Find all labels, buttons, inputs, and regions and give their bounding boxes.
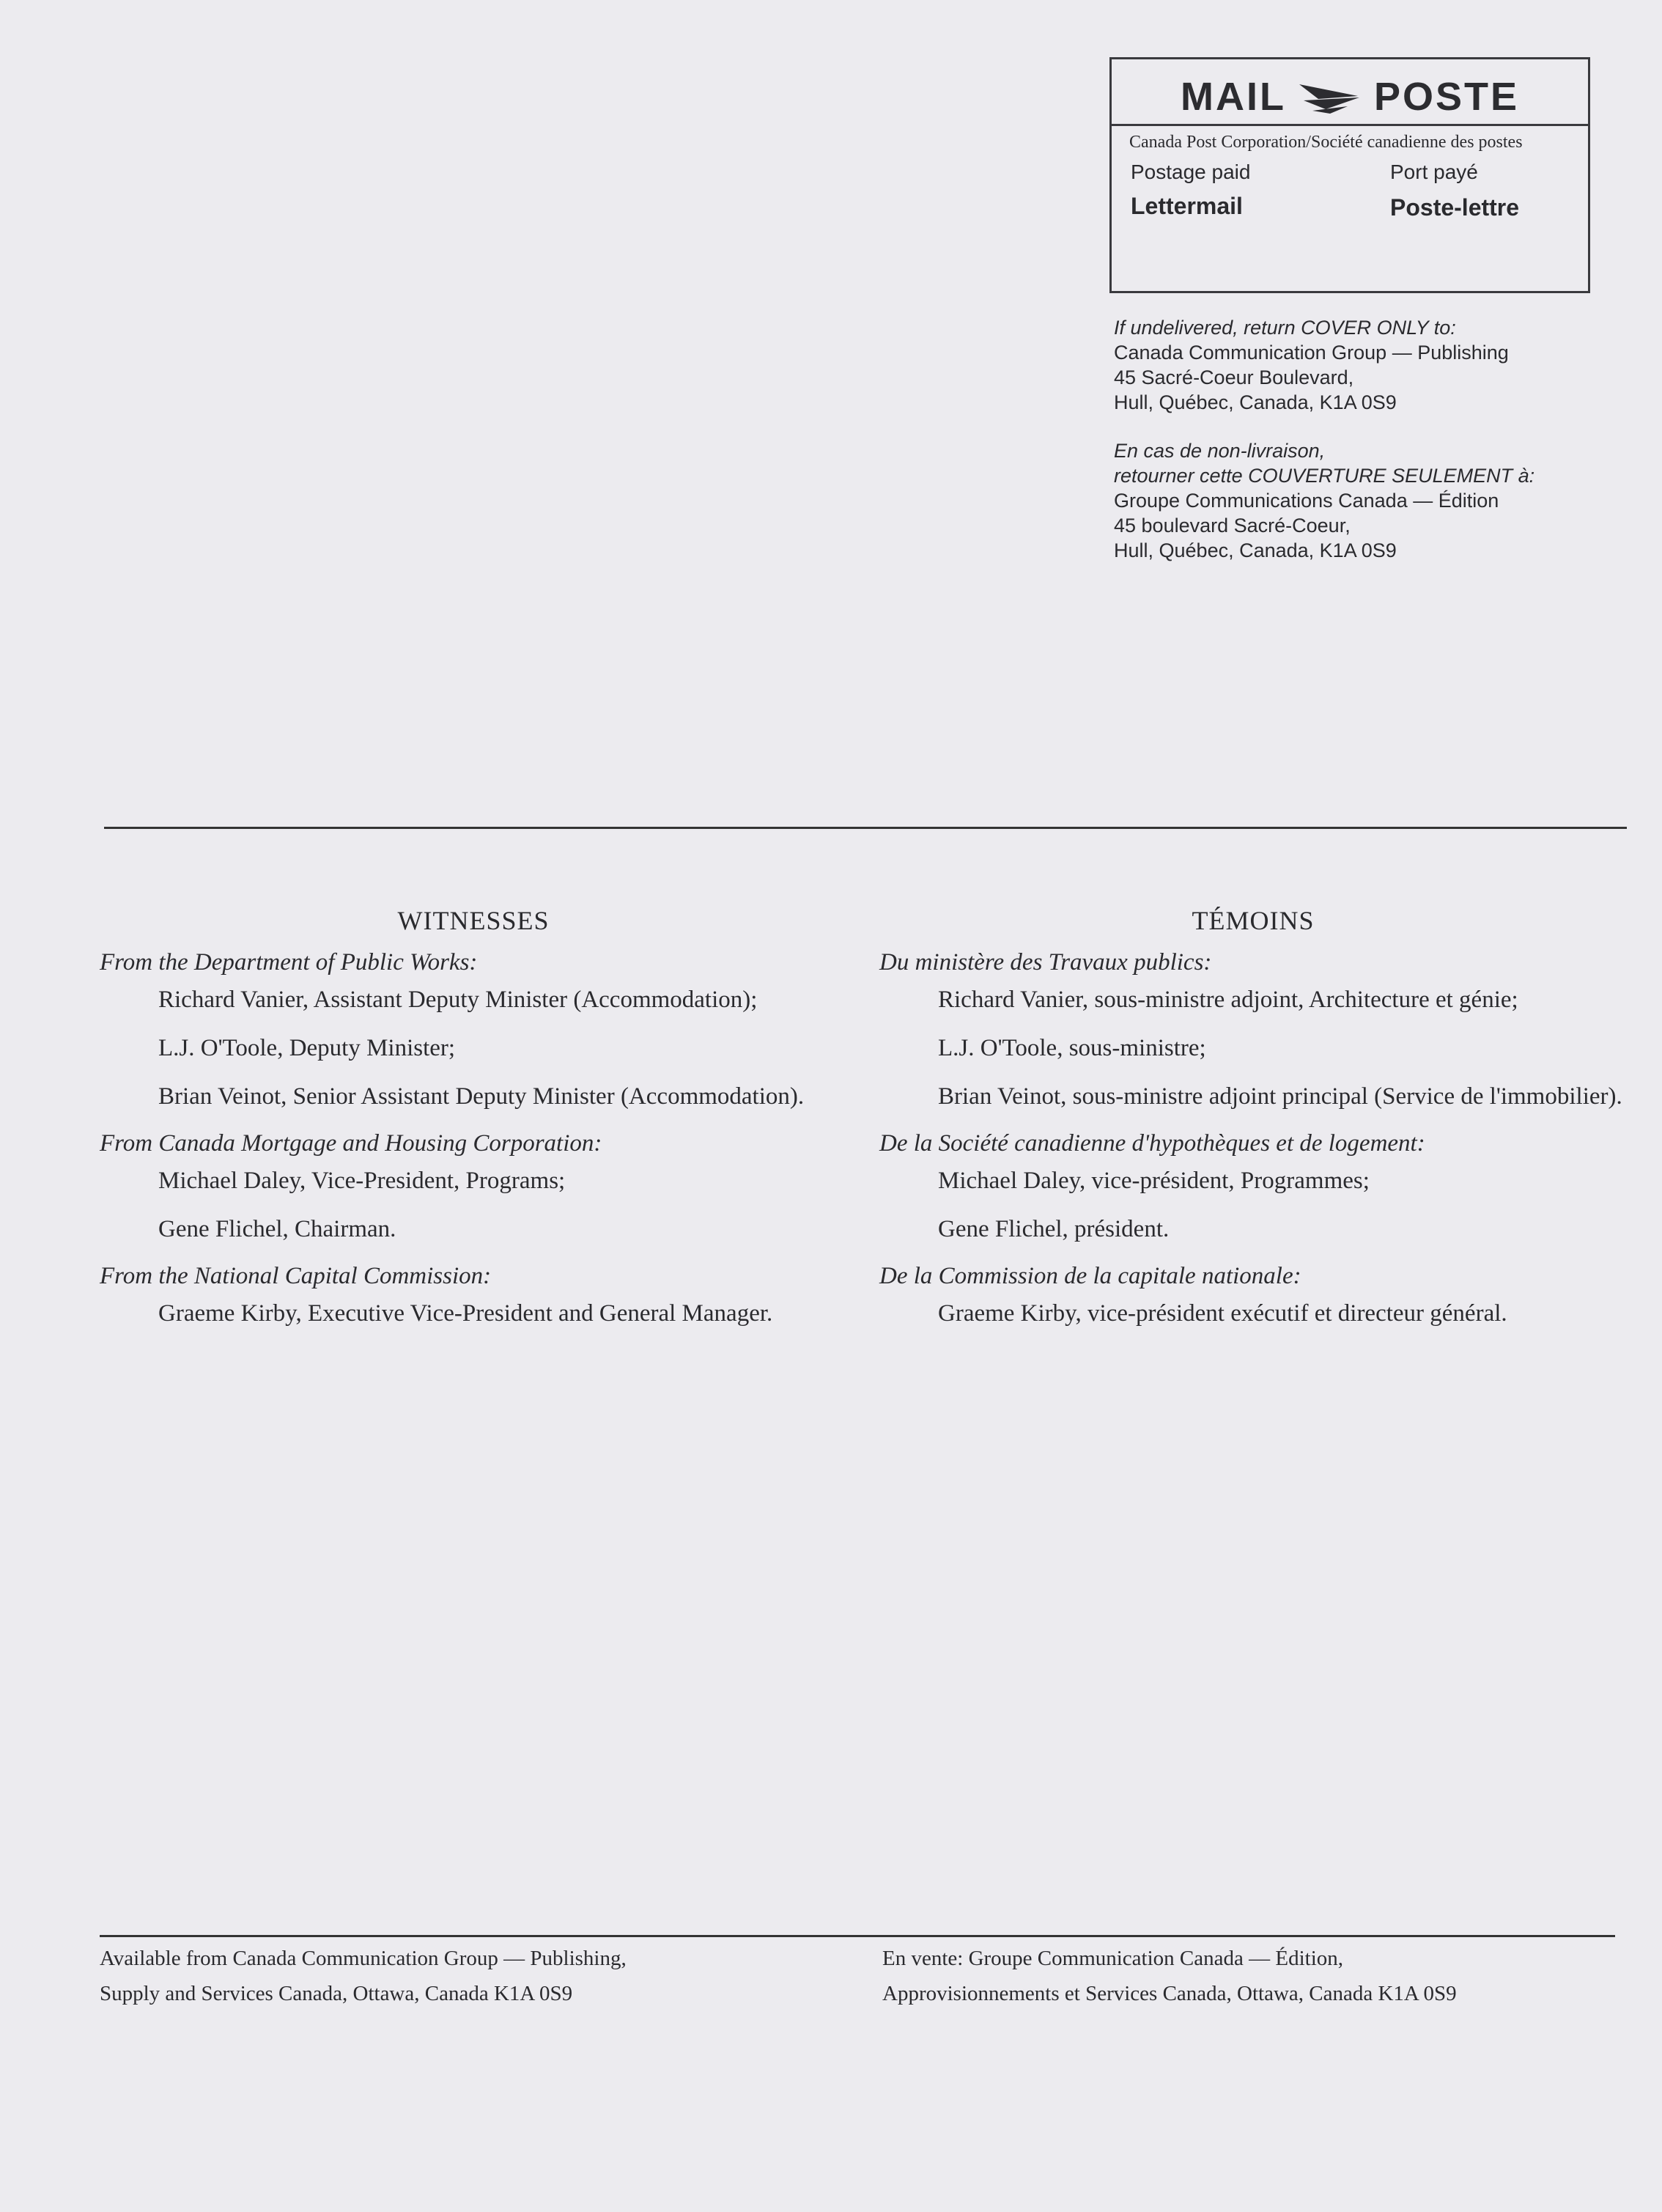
return-en-line4: Hull, Québec, Canada, K1A 0S9: [1114, 391, 1397, 413]
return-en-line1: If undelivered, return COVER ONLY to:: [1114, 317, 1456, 339]
footer-en-line1: Available from Canada Communication Group — Publishing,: [100, 1947, 627, 1970]
footer-fr: [882, 1941, 1457, 2011]
return-fr-line5: Hull, Québec, Canada, K1A 0S9: [1114, 539, 1397, 561]
return-fr-line3: Groupe Communications Canada — Édition: [1114, 490, 1499, 512]
witness-item: Michael Daley, vice-président, Programmes;: [938, 1168, 1370, 1194]
indicia-divider: [1112, 124, 1588, 126]
witness-item: Gene Flichel, président.: [938, 1216, 1170, 1242]
indicia-mail-word: MAIL: [1180, 75, 1286, 119]
return-en-line3: 45 Sacré-Coeur Boulevard,: [1114, 366, 1354, 388]
witness-item: Richard Vanier, sous-ministre adjoint, Architecture et génie;: [938, 987, 1518, 1013]
witness-item: L.J. O'Toole, Deputy Minister;: [158, 1035, 456, 1061]
witness-item: Richard Vanier, Assistant Deputy Minister (Accommodation);: [158, 987, 758, 1013]
witness-item: Brian Veinot, Senior Assistant Deputy Minister (Accommodation).: [158, 1083, 805, 1110]
indicia-corporation: Canada Post Corporation/Société canadienne des postes: [1129, 133, 1523, 152]
canada-post-logo-icon: [1296, 80, 1364, 114]
group-heading: Du ministère des Travaux publics:: [879, 949, 1212, 976]
footer-fr-line1: En vente: Groupe Communication Canada — Édition,: [882, 1947, 1344, 1970]
postal-indicia: [1109, 57, 1590, 293]
group-heading: From Canada Mortgage and Housing Corporation:: [100, 1130, 602, 1157]
witness-item: Graeme Kirby, vice-président exécutif et directeur général.: [938, 1300, 1507, 1327]
witnesses-title: WITNESSES: [397, 906, 550, 935]
witnesses-column-fr: [879, 905, 1627, 1347]
indicia-poste-lettre: Poste-lettre: [1390, 194, 1520, 221]
indicia-port-paye: Port payé: [1390, 161, 1478, 183]
indicia-postage-paid: Postage paid: [1131, 161, 1251, 183]
indicia-poste-word: POSTE: [1373, 75, 1519, 119]
indicia-header: [1112, 73, 1588, 121]
return-fr-line1: En cas de non-livraison,: [1114, 440, 1326, 462]
witness-item: Gene Flichel, Chairman.: [158, 1216, 396, 1242]
return-en-line2: Canada Communication Group — Publishing: [1114, 342, 1509, 364]
top-divider: [104, 827, 1627, 829]
bottom-divider: [100, 1935, 1615, 1937]
witness-item: L.J. O'Toole, sous-ministre;: [938, 1035, 1206, 1061]
return-fr-line4: 45 boulevard Sacré-Coeur,: [1114, 515, 1351, 537]
footer-en: [100, 1941, 627, 2011]
return-fr-line2: retourner cette COUVERTURE SEULEMENT à:: [1114, 465, 1535, 487]
footer-en-line2: Supply and Services Canada, Ottawa, Canada K1A 0S9: [100, 1982, 573, 2005]
group-heading: From the Department of Public Works:: [100, 949, 478, 976]
indicia-lettermail: Lettermail: [1131, 193, 1243, 219]
group-heading: De la Société canadienne d'hypothèques et de logement:: [879, 1130, 1425, 1157]
group-heading: From the National Capital Commission:: [100, 1263, 492, 1289]
group-heading: De la Commission de la capitale nationale:: [879, 1263, 1301, 1289]
witness-item: Graeme Kirby, Executive Vice-President and General Manager.: [158, 1300, 773, 1327]
footer-fr-line2: Approvisionnements et Services Canada, Ottawa, Canada K1A 0S9: [882, 1982, 1457, 2005]
temoins-title: TÉMOINS: [1192, 906, 1315, 935]
witness-item: Michael Daley, Vice-President, Programs;: [158, 1168, 566, 1194]
witness-item: Brian Veinot, sous-ministre adjoint principal (Service de l'immobilier).: [938, 1083, 1622, 1110]
return-address-fr: [1114, 438, 1534, 563]
witnesses-column-en: [100, 905, 847, 1347]
return-address-en: [1114, 315, 1509, 415]
